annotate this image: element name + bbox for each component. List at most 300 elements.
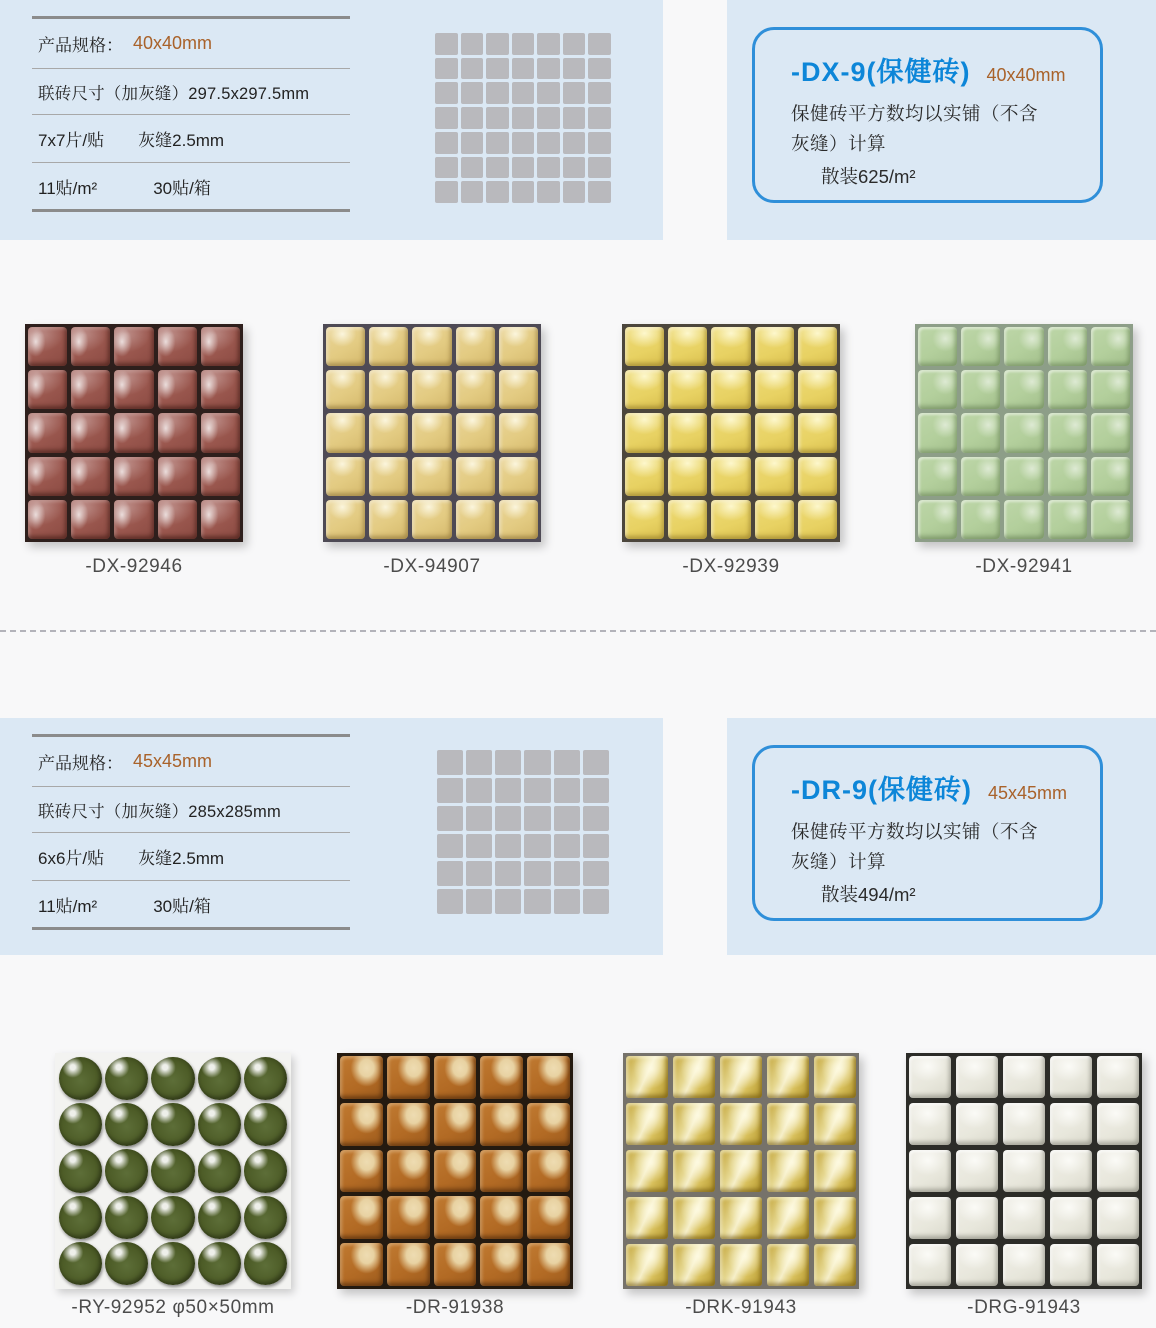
tile-cell — [1097, 1244, 1139, 1286]
tile-cell — [755, 500, 794, 539]
tile-swatch-block — [25, 324, 243, 578]
tile-cell — [499, 327, 538, 366]
tile-cell — [588, 33, 611, 55]
tile-cell — [527, 1056, 570, 1099]
tile-cell — [1091, 370, 1130, 409]
tile-cell — [524, 806, 550, 831]
tile-cell — [583, 834, 609, 859]
product-series-title: -DX-9(保健砖) — [791, 57, 971, 87]
tile-code-label: -DR-91938 — [405, 1297, 505, 1318]
tile-cell — [767, 1150, 809, 1192]
tile-cell — [412, 413, 451, 452]
tile-cell — [480, 1150, 523, 1193]
top-info-panel — [727, 0, 1156, 240]
tile-cell — [527, 1103, 570, 1146]
tile-cell — [71, 413, 110, 452]
tile-cell — [158, 413, 197, 452]
tile-cell — [1003, 1244, 1045, 1286]
tile-swatch-block — [906, 1053, 1142, 1319]
tile-cell — [798, 457, 837, 496]
tile-cell — [201, 500, 240, 539]
tile-cell — [909, 1056, 951, 1098]
tile-cell — [461, 107, 484, 129]
tile-cell — [28, 327, 67, 366]
tile-cell — [588, 132, 611, 154]
tile-swatch-image-dr91938 — [337, 1053, 573, 1289]
spec-row-packing — [32, 163, 350, 209]
tile-cell — [369, 370, 408, 409]
tile-cell — [437, 889, 463, 914]
info-note-line1: 保健砖平方数均以实铺（不含 — [791, 821, 1039, 842]
tile-cell — [466, 778, 492, 803]
tile-cell — [524, 889, 550, 914]
tile-cell — [486, 107, 509, 129]
tile-cell — [524, 778, 550, 803]
sheet-layout-diagram-7x7 — [435, 33, 611, 203]
spec-size-label: 产品规格： — [38, 754, 123, 773]
tile-cell — [814, 1244, 856, 1286]
tile-cell — [583, 889, 609, 914]
tile-cell — [583, 806, 609, 831]
tile-cell — [435, 157, 458, 179]
tile-cell — [244, 1196, 287, 1239]
tile-cell — [412, 327, 451, 366]
tile-cell — [326, 457, 365, 496]
tile-cell — [105, 1242, 148, 1285]
tile-cell — [158, 327, 197, 366]
tile-cell — [456, 500, 495, 539]
tile-cell — [486, 132, 509, 154]
tile-cell — [340, 1103, 383, 1146]
tile-code-label: -DX-92939 — [682, 556, 780, 577]
tile-cell — [527, 1150, 570, 1193]
tile-cell — [1048, 457, 1087, 496]
tile-swatch-block — [337, 1053, 573, 1319]
tile-cell — [461, 82, 484, 104]
tile-cell — [537, 157, 560, 179]
tile-cell — [524, 861, 550, 886]
spec-size-value: 40x40mm — [133, 33, 213, 53]
tile-cell — [961, 370, 1000, 409]
spec-grout: 灰缝2.5mm — [138, 849, 225, 868]
tile-cell — [59, 1149, 102, 1192]
tile-cell — [435, 58, 458, 80]
tile-cell — [626, 1244, 668, 1286]
tile-cell — [437, 861, 463, 886]
tile-cell — [461, 157, 484, 179]
tile-cell — [1004, 327, 1043, 366]
tile-cell — [755, 370, 794, 409]
tile-cell — [625, 327, 664, 366]
tile-cell — [1004, 370, 1043, 409]
tile-cell — [495, 889, 521, 914]
tile-cell — [480, 1196, 523, 1239]
tile-cell — [59, 1196, 102, 1239]
tile-cell — [105, 1196, 148, 1239]
tile-cell — [961, 500, 1000, 539]
tile-cell — [486, 82, 509, 104]
tile-cell — [1050, 1197, 1092, 1239]
tile-code-label: -DX-92946 — [85, 556, 183, 577]
tile-cell — [918, 500, 957, 539]
tile-swatch-block — [323, 324, 541, 578]
tile-cell — [456, 370, 495, 409]
tile-cell — [554, 750, 580, 775]
tile-cell — [537, 33, 560, 55]
tile-cell — [326, 370, 365, 409]
tile-cell — [961, 327, 1000, 366]
tile-cell — [1048, 500, 1087, 539]
tile-swatch-image-dx92946 — [25, 324, 243, 542]
tile-cell — [1091, 500, 1130, 539]
tile-cell — [201, 327, 240, 366]
tile-cell — [755, 457, 794, 496]
tile-cell — [71, 457, 110, 496]
tile-cell — [28, 500, 67, 539]
tile-cell — [461, 58, 484, 80]
spec-pieces: 7x7片/贴 — [38, 131, 105, 150]
tile-cell — [512, 33, 535, 55]
tile-swatch-block — [623, 1053, 859, 1319]
tile-cell — [340, 1150, 383, 1193]
tile-cell — [1003, 1150, 1045, 1192]
tile-cell — [711, 500, 750, 539]
tile-cell — [554, 861, 580, 886]
tile-cell — [1097, 1150, 1139, 1192]
tile-cell — [755, 327, 794, 366]
tile-cell — [1048, 370, 1087, 409]
tile-cell — [767, 1056, 809, 1098]
tile-cell — [412, 500, 451, 539]
tile-cell — [711, 457, 750, 496]
tile-cell — [918, 327, 957, 366]
tile-cell — [720, 1103, 762, 1145]
tile-cell — [626, 1056, 668, 1098]
tile-cell — [158, 370, 197, 409]
spec-row-size — [32, 737, 350, 787]
sheet-layout-diagram-6x6 — [437, 750, 609, 914]
tile-cell — [537, 132, 560, 154]
tile-cell — [486, 181, 509, 203]
tile-cell — [435, 107, 458, 129]
tile-cell — [711, 413, 750, 452]
tile-cell — [537, 82, 560, 104]
info-bulk-price: 散装494/m² — [821, 884, 916, 906]
tile-cell — [1004, 500, 1043, 539]
tile-cell — [151, 1057, 194, 1100]
tile-cell — [909, 1197, 951, 1239]
spec-grout: 灰缝2.5mm — [138, 131, 225, 150]
tile-cell — [1004, 457, 1043, 496]
spec-sheets-per-box: 30贴/箱 — [153, 896, 211, 916]
tile-cell — [59, 1057, 102, 1100]
spec-row-pieces — [32, 833, 350, 881]
tile-cell — [512, 132, 535, 154]
tile-cell — [673, 1197, 715, 1239]
tile-cell — [1050, 1150, 1092, 1192]
tile-cell — [554, 778, 580, 803]
tile-cell — [512, 82, 535, 104]
tile-cell — [583, 750, 609, 775]
tile-cell — [537, 107, 560, 129]
tile-cell — [201, 457, 240, 496]
tile-cell — [1048, 327, 1087, 366]
tile-cell — [466, 750, 492, 775]
spec-size-value: 45x45mm — [133, 751, 213, 771]
tile-cell — [28, 413, 67, 452]
tile-cell — [961, 457, 1000, 496]
tile-cell — [326, 500, 365, 539]
info-note-line1: 保健砖平方数均以实铺（不含 — [791, 103, 1039, 124]
tile-cell — [755, 413, 794, 452]
tile-cell — [527, 1243, 570, 1286]
tile-cell — [437, 750, 463, 775]
tile-cell — [524, 834, 550, 859]
spec-table-45mm — [32, 734, 350, 930]
tile-cell — [563, 58, 586, 80]
tile-cell — [499, 457, 538, 496]
tile-cell — [814, 1103, 856, 1145]
spec-row-packing — [32, 881, 350, 927]
tile-cell — [437, 778, 463, 803]
tile-cell — [59, 1242, 102, 1285]
tile-cell — [114, 327, 153, 366]
tile-cell — [326, 413, 365, 452]
spec-joint-size: 联砖尺寸（加灰缝）285x285mm — [38, 802, 281, 821]
tile-cell — [814, 1056, 856, 1098]
tile-cell — [244, 1057, 287, 1100]
tile-cell — [158, 457, 197, 496]
dashed-divider — [0, 630, 1156, 632]
tile-cell — [673, 1103, 715, 1145]
tile-code-label: -DX-94907 — [383, 556, 481, 577]
tile-cell — [512, 157, 535, 179]
spec-row-size — [32, 19, 350, 69]
tile-cell — [909, 1244, 951, 1286]
tile-cell — [369, 327, 408, 366]
info-title-row — [791, 768, 1082, 807]
tile-cell — [71, 370, 110, 409]
tile-cell — [673, 1244, 715, 1286]
tile-swatch-block — [55, 1053, 291, 1319]
tile-cell — [668, 370, 707, 409]
spec-sheets-per-box: 30贴/箱 — [153, 178, 211, 198]
tile-cell — [495, 750, 521, 775]
tile-swatch-block — [622, 324, 840, 578]
info-title-row — [791, 50, 1082, 89]
info-box-dr9 — [752, 745, 1103, 921]
tile-cell — [435, 82, 458, 104]
tile-cell — [909, 1103, 951, 1145]
tile-cell — [461, 132, 484, 154]
tile-cell — [1091, 327, 1130, 366]
tile-cell — [114, 413, 153, 452]
tile-cell — [720, 1197, 762, 1239]
tile-cell — [466, 889, 492, 914]
tile-cell — [956, 1197, 998, 1239]
tile-cell — [198, 1057, 241, 1100]
tile-cell — [387, 1196, 430, 1239]
spec-pieces: 6x6片/贴 — [38, 849, 105, 868]
tile-swatch-image-dx92941 — [915, 324, 1133, 542]
info-box-dx9 — [752, 27, 1103, 203]
tile-cell — [495, 778, 521, 803]
tile-cell — [588, 181, 611, 203]
product-series-title: -DR-9(保健砖) — [791, 775, 972, 805]
tile-cell — [720, 1150, 762, 1192]
tile-cell — [435, 181, 458, 203]
tile-cell — [720, 1244, 762, 1286]
tile-code-label: -DRG-91943 — [967, 1297, 1081, 1318]
tile-cell — [1003, 1103, 1045, 1145]
tile-cell — [625, 457, 664, 496]
tile-cell — [105, 1103, 148, 1146]
tile-cell — [626, 1197, 668, 1239]
tile-cell — [673, 1056, 715, 1098]
tile-cell — [437, 806, 463, 831]
tile-cell — [198, 1242, 241, 1285]
tile-cell — [583, 861, 609, 886]
tile-cell — [1003, 1056, 1045, 1098]
tile-cell — [437, 834, 463, 859]
tile-cell — [512, 107, 535, 129]
tile-cell — [909, 1150, 951, 1192]
tile-swatch-image-drg91943 — [906, 1053, 1142, 1289]
tile-cell — [1091, 457, 1130, 496]
tile-cell — [563, 33, 586, 55]
tile-code-label: -DX-92941 — [975, 556, 1073, 577]
tile-cell — [588, 107, 611, 129]
tile-cell — [583, 778, 609, 803]
tile-cell — [625, 500, 664, 539]
tile-cell — [625, 370, 664, 409]
tile-cell — [588, 157, 611, 179]
tile-cell — [711, 327, 750, 366]
spec-table-40mm — [32, 16, 350, 212]
tile-cell — [1050, 1103, 1092, 1145]
tile-cell — [28, 457, 67, 496]
tile-cell — [563, 107, 586, 129]
tile-cell — [461, 33, 484, 55]
tile-cell — [480, 1103, 523, 1146]
tile-cell — [198, 1103, 241, 1146]
tile-cell — [151, 1103, 194, 1146]
spec-size-label: 产品规格： — [38, 36, 123, 55]
tile-cell — [798, 370, 837, 409]
spec-row-joint — [32, 69, 350, 115]
tile-cell — [435, 132, 458, 154]
tile-cell — [563, 157, 586, 179]
tile-cell — [434, 1243, 477, 1286]
spec-row-pieces — [32, 115, 350, 163]
tile-cell — [563, 132, 586, 154]
tile-code-label: -DRK-91943 — [685, 1297, 797, 1318]
spec-sheets-per-sqm: 11贴/m² — [38, 896, 98, 916]
tile-cell — [201, 413, 240, 452]
tile-cell — [554, 806, 580, 831]
tile-cell — [524, 750, 550, 775]
tile-code-label: -RY-92952 φ50×50mm — [71, 1297, 275, 1318]
tile-cell — [466, 861, 492, 886]
tile-cell — [105, 1149, 148, 1192]
info-note — [791, 99, 1082, 158]
tile-cell — [495, 861, 521, 886]
tile-cell — [588, 58, 611, 80]
tile-cell — [59, 1103, 102, 1146]
spec-joint-size: 联砖尺寸（加灰缝）297.5x297.5mm — [38, 84, 310, 103]
tile-cell — [198, 1149, 241, 1192]
tile-cell — [767, 1103, 809, 1145]
tile-cell — [918, 457, 957, 496]
tile-cell — [486, 157, 509, 179]
tile-cell — [554, 889, 580, 914]
tile-cell — [1003, 1197, 1045, 1239]
tile-cell — [798, 413, 837, 452]
spec-row-joint — [32, 787, 350, 833]
tile-cell — [563, 181, 586, 203]
tile-cell — [340, 1243, 383, 1286]
tile-cell — [1050, 1244, 1092, 1286]
tile-cell — [626, 1150, 668, 1192]
tile-cell — [1097, 1197, 1139, 1239]
tile-cell — [158, 500, 197, 539]
tile-cell — [626, 1103, 668, 1145]
tile-cell — [956, 1150, 998, 1192]
info-note — [791, 817, 1082, 876]
tile-cell — [918, 370, 957, 409]
tile-cell — [956, 1056, 998, 1098]
tile-cell — [387, 1150, 430, 1193]
tile-cell — [369, 500, 408, 539]
tile-cell — [495, 806, 521, 831]
tile-cell — [434, 1150, 477, 1193]
tile-cell — [814, 1197, 856, 1239]
tile-cell — [625, 413, 664, 452]
tile-cell — [71, 500, 110, 539]
info-note-line2: 灰缝）计算 — [791, 850, 887, 872]
tile-cell — [554, 834, 580, 859]
tile-cell — [434, 1103, 477, 1146]
tile-cell — [720, 1056, 762, 1098]
tile-cell — [918, 413, 957, 452]
tile-cell — [412, 370, 451, 409]
tile-swatch-image-drk91943 — [623, 1053, 859, 1289]
tile-cell — [767, 1244, 809, 1286]
tile-cell — [412, 457, 451, 496]
tile-cell — [387, 1103, 430, 1146]
tile-cell — [486, 33, 509, 55]
tile-cell — [434, 1196, 477, 1239]
tile-cell — [798, 327, 837, 366]
tile-cell — [480, 1056, 523, 1099]
tile-cell — [563, 82, 586, 104]
tile-cell — [1097, 1056, 1139, 1098]
tile-cell — [668, 413, 707, 452]
tile-cell — [512, 58, 535, 80]
tile-cell — [588, 82, 611, 104]
tile-cell — [668, 327, 707, 366]
tile-cell — [244, 1103, 287, 1146]
tile-cell — [1050, 1056, 1092, 1098]
tile-cell — [456, 457, 495, 496]
tile-cell — [114, 457, 153, 496]
tile-cell — [961, 413, 1000, 452]
tile-cell — [340, 1056, 383, 1099]
tile-cell — [767, 1197, 809, 1239]
tile-cell — [244, 1149, 287, 1192]
spec-sheets-per-sqm: 11贴/m² — [38, 178, 98, 198]
top-spec-panel — [0, 0, 663, 240]
